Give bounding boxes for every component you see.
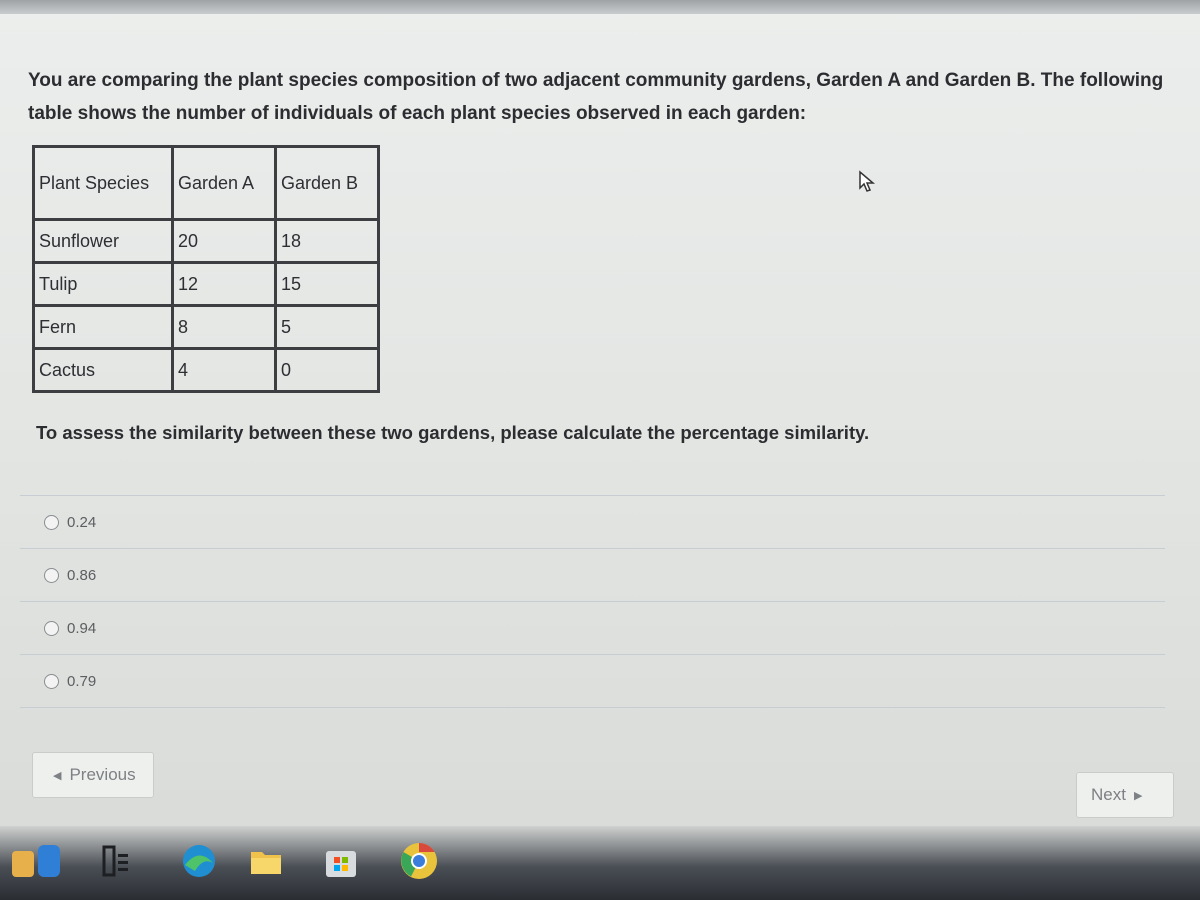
mouse-pointer-icon xyxy=(858,170,878,194)
table-cell: Cactus xyxy=(34,349,173,392)
radio-button[interactable] xyxy=(44,674,59,689)
answer-option-2[interactable] xyxy=(20,548,1165,601)
table-cell: 4 xyxy=(173,349,276,392)
question-line-2: table shows the number of individuals of each plant species observed in each garden: xyxy=(28,103,807,124)
question-line-1: You are comparing the plant species composition of two adjacent community gardens, Garden A and Garden B. The following xyxy=(28,70,1164,91)
table-row xyxy=(34,349,379,392)
table-cell: 12 xyxy=(173,263,276,306)
answer-label: 0.79 xyxy=(67,672,97,690)
table-cell: 5 xyxy=(276,306,379,349)
store-icon[interactable] xyxy=(318,838,364,884)
edge-icon[interactable] xyxy=(176,838,222,884)
table-cell: 20 xyxy=(173,220,276,263)
table-row xyxy=(34,306,379,349)
next-button[interactable] xyxy=(1076,772,1174,818)
table-header: Garden A xyxy=(173,147,276,220)
radio-button[interactable] xyxy=(44,621,59,636)
radio-button[interactable] xyxy=(44,515,59,530)
question-text xyxy=(28,64,1178,130)
radio-button[interactable] xyxy=(44,568,59,583)
table-cell: Fern xyxy=(34,306,173,349)
answer-label: 0.24 xyxy=(67,513,97,531)
widgets-icon[interactable] xyxy=(8,838,64,884)
task-view-icon[interactable] xyxy=(96,838,136,884)
table-header: Garden B xyxy=(276,147,379,220)
previous-label: Previous xyxy=(69,765,136,784)
table-cell: 15 xyxy=(276,263,379,306)
table-cell: 18 xyxy=(276,220,379,263)
answer-options xyxy=(20,495,1165,708)
answer-label: 0.94 xyxy=(67,619,97,637)
table-row xyxy=(34,263,379,306)
table-cell: 8 xyxy=(173,306,276,349)
previous-button[interactable] xyxy=(32,752,154,798)
answer-option-1[interactable] xyxy=(20,495,1165,548)
answer-label: 0.86 xyxy=(67,566,97,584)
chevron-left-icon: ◀ xyxy=(53,769,62,782)
window-top-edge xyxy=(0,0,1200,14)
table-cell: Tulip xyxy=(34,263,173,306)
chrome-icon[interactable] xyxy=(394,838,444,884)
file-explorer-icon[interactable] xyxy=(246,838,286,884)
table-row xyxy=(34,220,379,263)
table-header-row xyxy=(34,147,379,220)
species-table xyxy=(32,145,380,393)
table-cell: 0 xyxy=(276,349,379,392)
instruction-text: To assess the similarity between these two gardens, please calculate the percentage similarity. xyxy=(36,422,870,443)
table-cell: Sunflower xyxy=(34,220,173,263)
table-header: Plant Species xyxy=(34,147,173,220)
answer-option-4[interactable] xyxy=(20,654,1165,708)
chevron-right-icon: ▶ xyxy=(1133,789,1143,802)
next-label: Next xyxy=(1091,785,1126,804)
answer-option-3[interactable] xyxy=(20,601,1165,654)
